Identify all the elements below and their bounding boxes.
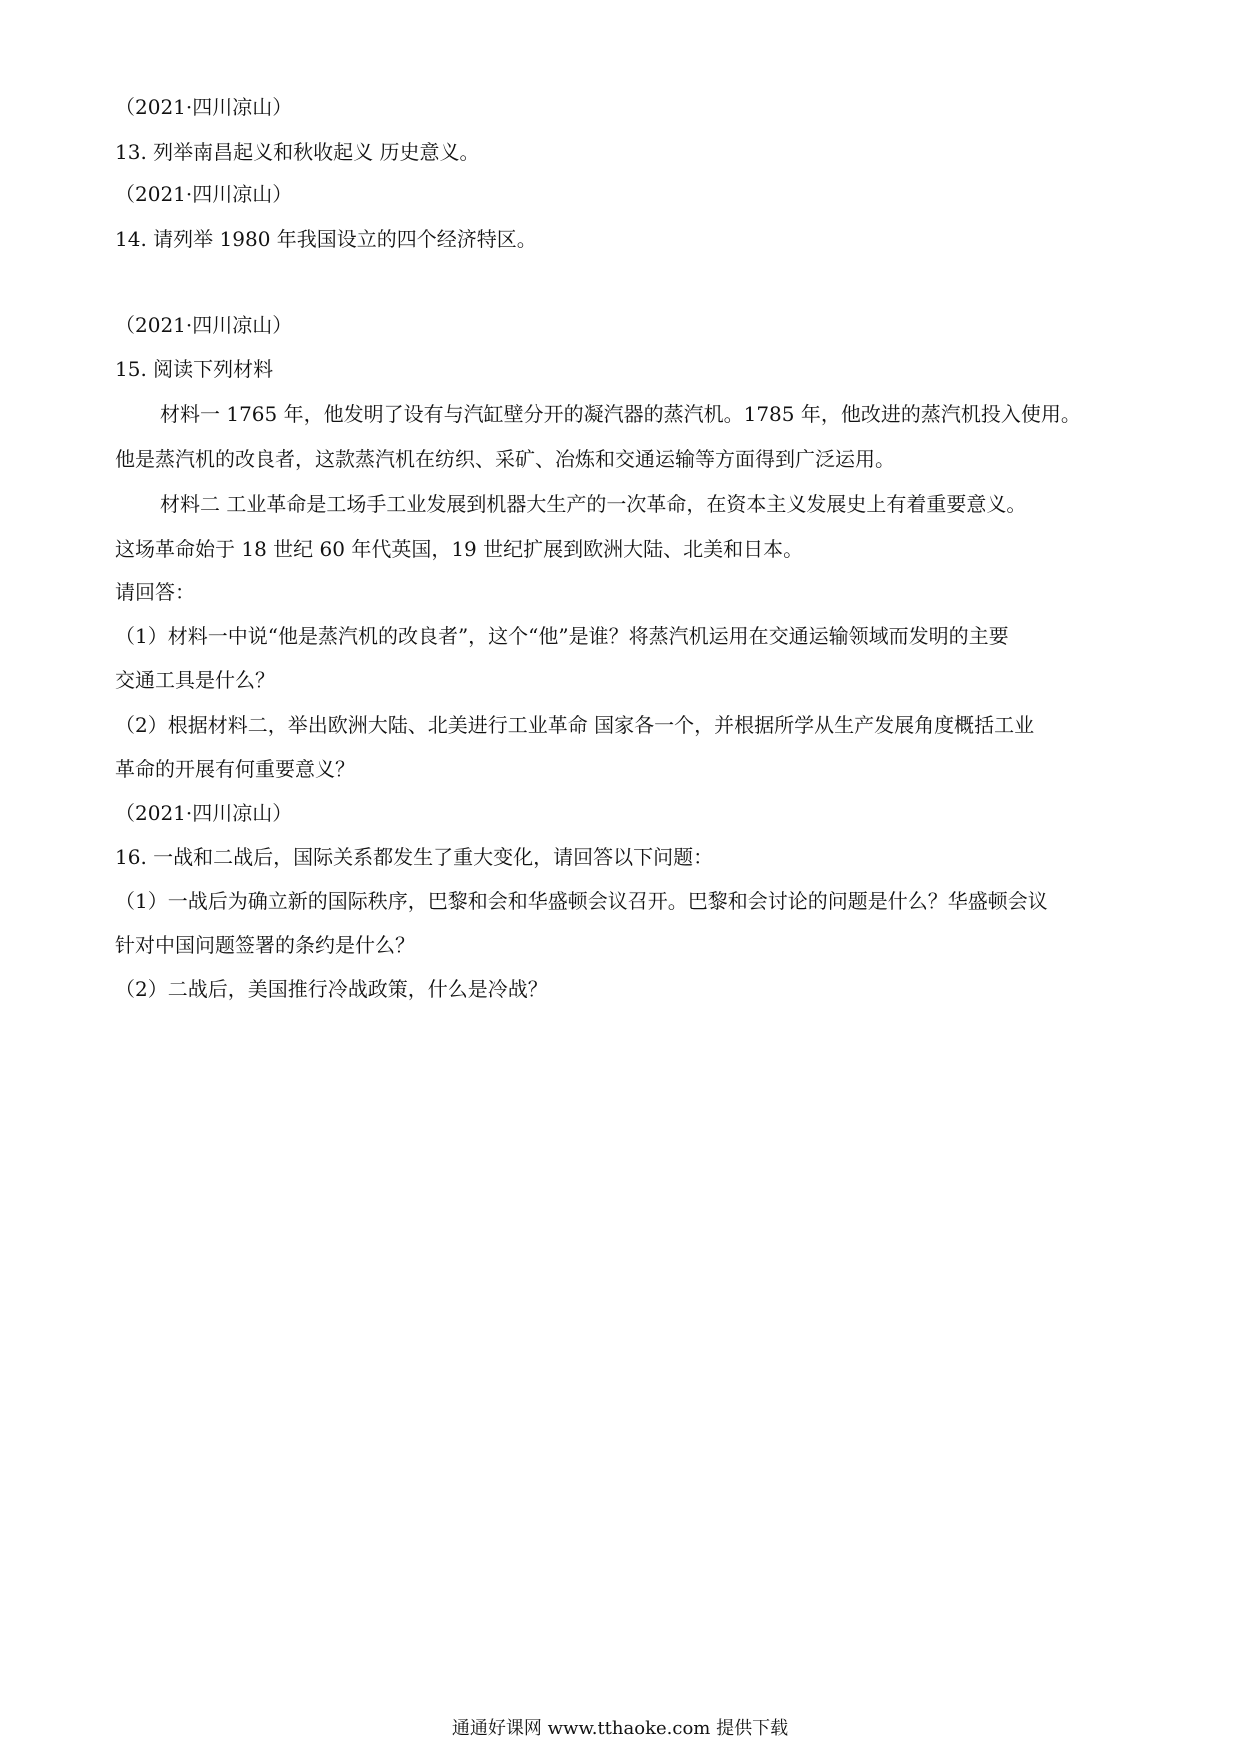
question-16-text: 16. 一战和二战后，国际关系都发生了重大变化，请回答以下问题： [115, 845, 714, 869]
question-13-source: （2021·四川凉山） [115, 95, 293, 119]
material-1-line-2: 他是蒸汽机的改良者，这款蒸汽机在纺织、采矿、冶炼和交通运输等方面得到广泛运用。 [115, 447, 895, 471]
material-1-line-1: 材料一 1765 年，他发明了设有与汽缸壁分开的凝汽器的蒸汽机。1785 年，他改进的蒸汽机投入使用。 [160, 402, 1081, 426]
question-15-source: （2021·四川凉山） [115, 313, 293, 337]
question-15-text: 15. 阅读下列材料 [115, 357, 274, 381]
question-15-sub-1-line-1: （1）材料一中说“他是蒸汽机的改良者”，这个“他”是谁？将蒸汽机运用在交通运输领域而发明的主要 [115, 624, 1009, 648]
material-2-line-2: 这场革命始于 18 世纪 60 年代英国，19 世纪扩展到欧洲大陆、北美和日本。 [115, 537, 804, 561]
question-14-text: 14. 请列举 1980 年我国设立的四个经济特区。 [115, 227, 537, 251]
question-16-sub-2: （2）二战后，美国推行冷战政策，什么是冷战？ [115, 977, 548, 1001]
page-footer: 通通好课网 www.tthaoke.com 提供下载 [451, 1718, 789, 1739]
question-15-sub-2-line-1: （2）根据材料二，举出欧洲大陆、北美进行工业革命 国家各一个，并根据所学从生产发展角度概括工业 [115, 713, 1035, 737]
question-14-source: （2021·四川凉山） [115, 182, 293, 206]
material-2-line-1: 材料二 工业革命是工场手工业发展到机器大生产的一次革命，在资本主义发展史上有着重要意义。 [160, 492, 1027, 516]
question-13-text: 13. 列举南昌起义和秋收起义 历史意义。 [115, 140, 480, 164]
question-16-sub-1-line-2: 针对中国问题签署的条约是什么？ [115, 933, 415, 957]
question-15-sub-1-line-2: 交通工具是什么？ [115, 668, 275, 692]
question-16-sub-1-line-1: （1）一战后为确立新的国际秩序，巴黎和会和华盛顿会议召开。巴黎和会讨论的问题是什么？华盛顿会议 [115, 889, 1048, 913]
question-16-source: （2021·四川凉山） [115, 801, 293, 825]
question-15-sub-2-line-2: 革命的开展有何重要意义？ [115, 757, 355, 781]
question-15-prompt: 请回答： [115, 580, 195, 604]
